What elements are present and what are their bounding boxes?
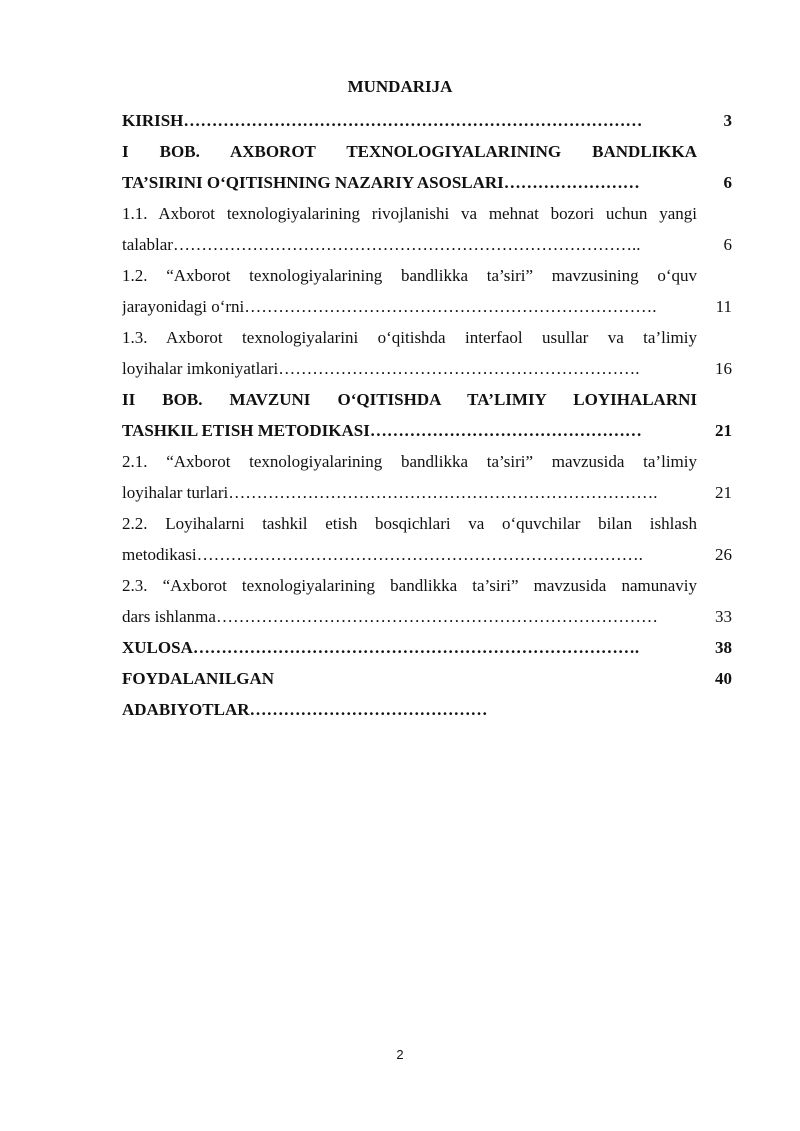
toc-entry-line: XULOSA……………………………………………………………………. bbox=[122, 638, 640, 657]
toc-entry-line: II BOB. MAVZUNI O‘QITISHDA TA’LIMIY LOYIHALARNI bbox=[122, 390, 697, 409]
toc-page-number: 26 bbox=[715, 545, 732, 564]
toc-entry-line: FOYDALANILGAN bbox=[122, 669, 275, 688]
toc-entry-section-2-3[interactable] bbox=[122, 570, 732, 632]
toc-entry-line: jarayonidagi o‘rni………………………………………………………………. bbox=[122, 297, 657, 316]
toc-entry-line: metodikasi……………………………………………………………………. bbox=[122, 545, 643, 564]
toc-entry-chapter-1[interactable] bbox=[122, 136, 732, 198]
toc-page-number: 21 bbox=[715, 421, 732, 440]
toc-entry-line: 1.3. Axborot texnologiyalarini o‘qitishda interfaol usullar va ta’limiy bbox=[122, 328, 697, 347]
toc-heading: MUNDARIJA bbox=[347, 77, 453, 96]
toc-entry-section-1-1[interactable] bbox=[122, 198, 732, 260]
toc-entry-line: 2.2. Loyihalarni tashkil etish bosqichlari va o‘quvchilar bilan ishlash bbox=[122, 514, 697, 533]
toc-entry-line: 2.1. “Axborot texnologiyalarining bandlikka ta’siri” mavzusida ta’limiy bbox=[122, 452, 697, 471]
toc-page-number: 3 bbox=[723, 111, 732, 130]
toc-entry-chapter-2[interactable] bbox=[122, 384, 732, 446]
toc-entry-section-2-2[interactable] bbox=[122, 508, 732, 570]
toc-entry-line: talablar……………………………………………………………………….. bbox=[122, 235, 641, 254]
toc-entry-section-2-1[interactable] bbox=[122, 446, 732, 508]
toc-entry-references[interactable] bbox=[122, 663, 732, 725]
toc-entry-line: I BOB. AXBOROT TEXNOLOGIYALARINING BANDLIKKA bbox=[122, 142, 697, 161]
toc-page-number: 6 bbox=[723, 173, 732, 192]
toc-entry-line: TASHKIL ETISH METODIKASI………………………………………… bbox=[122, 421, 642, 440]
toc-entry-section-1-2[interactable] bbox=[122, 260, 732, 322]
toc-entry-kirish[interactable] bbox=[122, 105, 732, 136]
footer-page-number: 2 bbox=[396, 1047, 404, 1062]
toc-entry-line: dars ishlanma…………………………………………………………………… bbox=[122, 607, 658, 626]
toc-page-number: 38 bbox=[715, 638, 732, 657]
toc-entry-line: KIRISH……………………………………………………………………… bbox=[122, 111, 643, 130]
toc-page-number: 33 bbox=[715, 607, 732, 626]
table-of-contents bbox=[122, 105, 732, 725]
toc-page-number: 16 bbox=[715, 359, 732, 378]
toc-page-number: 40 bbox=[715, 669, 732, 688]
toc-entry-line: 1.1. Axborot texnologiyalarining rivojlanishi va mehnat bozori uchun yangi bbox=[122, 204, 697, 223]
toc-entry-section-1-3[interactable] bbox=[122, 322, 732, 384]
toc-entry-line: 2.3. “Axborot texnologiyalarining bandlikka ta’siri” mavzusida namunaviy bbox=[122, 576, 697, 595]
toc-entry-xulosa[interactable] bbox=[122, 632, 732, 663]
toc-page-number: 21 bbox=[715, 483, 732, 502]
toc-page-number: 11 bbox=[715, 297, 732, 316]
toc-entry-line: loyihalar imkoniyatlari………………………………………………………. bbox=[122, 359, 640, 378]
toc-entry-line: 1.2. “Axborot texnologiyalarining bandlikka ta’siri” mavzusining o‘quv bbox=[122, 266, 697, 285]
toc-page-number: 6 bbox=[723, 235, 732, 254]
toc-entry-line: loyihalar turlari…………………………………………………………………. bbox=[122, 483, 658, 502]
toc-entry-line: ADABIYOTLAR…………………………………… bbox=[122, 700, 488, 719]
toc-entry-line: TA’SIRINI O‘QITISHNING NAZARIY ASOSLARI…………………… bbox=[122, 173, 640, 192]
